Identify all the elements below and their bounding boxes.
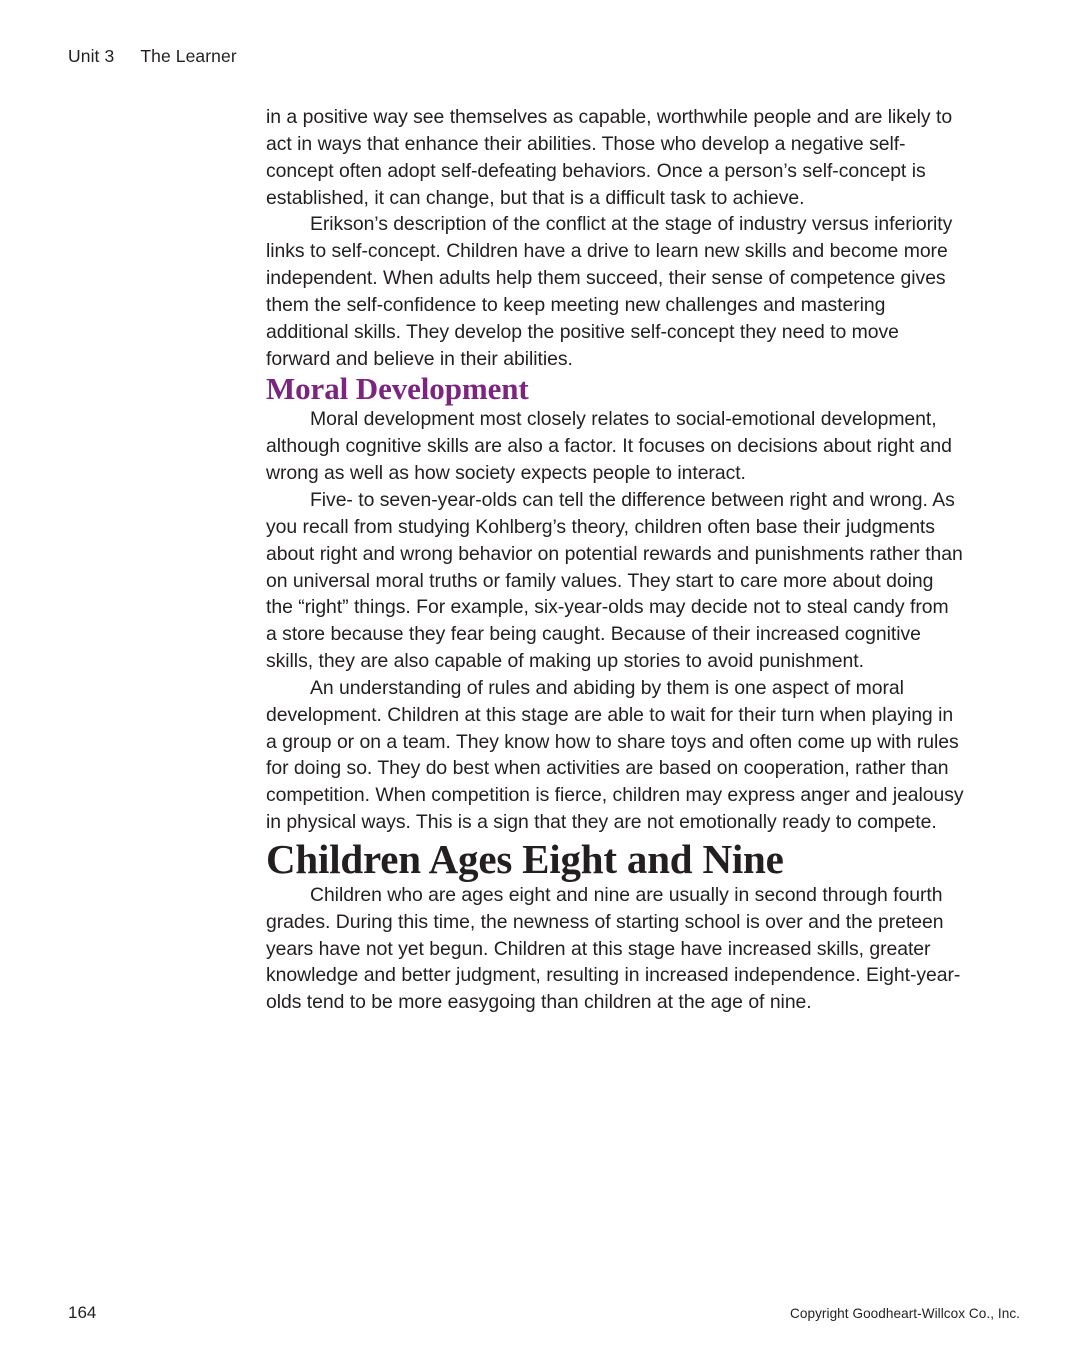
page-footer bbox=[68, 1303, 1020, 1323]
paragraph-moral-development-intro: Moral development most closely relates to social-emotional development, although cognitive skills are also a factor. It focuses on decisions about right and wrong as well as how society expects people to interact. bbox=[266, 408, 952, 485]
paragraph-understanding-rules: An understanding of rules and abiding by them is one aspect of moral development. Children at this stage are able to wait for their turn when playing in a group or on a team. They know how to share toys and often come up with rules for doing so. They do best when activities are based on cooperation, rather than competition. When competition is fierce, children may express anger and jealousy in physical ways. This is a sign that they are not emotionally ready to compete. bbox=[266, 676, 964, 834]
content-column bbox=[266, 104, 964, 1016]
section-heading-moral-development: Moral Development bbox=[266, 371, 529, 407]
running-head bbox=[68, 45, 237, 67]
running-head-unit-label: Unit 3 bbox=[68, 46, 115, 66]
footer-copyright: Copyright Goodheart-Willcox Co., Inc. bbox=[789, 1306, 1020, 1321]
paragraph-eight-and-nine-intro: Children who are ages eight and nine are usually in second through fourth grades. During this time, the newness of starting school is over and the preteen years have not yet begun. Children at this stage have increased skills, greater knowledge and better judgment, resulting in increased independence. Eight-year-olds tend to be more easygoing than children at the age of nine. bbox=[266, 883, 961, 1014]
footer-page-number: 164 bbox=[68, 1303, 97, 1322]
paragraph-erikson-industry-inferiority: Erikson’s description of the conflict at the stage of industry versus inferiority links to self-concept. Children have a drive to learn new skills and become more independent. When adults help them succeed, their sense of competence gives them the self-confidence to keep meeting new challenges and mastering additional skills. They develop the positive self-concept they need to move forward and believe in their abilities. bbox=[266, 213, 953, 370]
major-heading-children-ages-eight-and-nine: Children Ages Eight and Nine bbox=[266, 835, 784, 882]
running-head-unit-title: The Learner bbox=[140, 46, 237, 66]
paragraph-five-to-seven-year-olds: Five- to seven-year-olds can tell the difference between right and wrong. As you recall from studying Kohlberg’s theory, children often base their judgments about right and wrong behavior on potential rewards and punishments rather than on universal moral truths or family values. They start to care more about doing the “right” things. For example, six-year-olds may decide not to steal candy from a store because they fear being caught. Because of their increased cognitive skills, they are also capable of making up stories to avoid punishment. bbox=[266, 488, 963, 673]
paragraph-self-concept-continued: in a positive way see themselves as capable, worthwhile people and are likely to act in ways that enhance their abilities. Those who develop a negative self-concept often adopt self-defeating behaviors. Once a person’s self-concept is established, it can change, but that is a difficult task to achieve. bbox=[266, 106, 953, 209]
